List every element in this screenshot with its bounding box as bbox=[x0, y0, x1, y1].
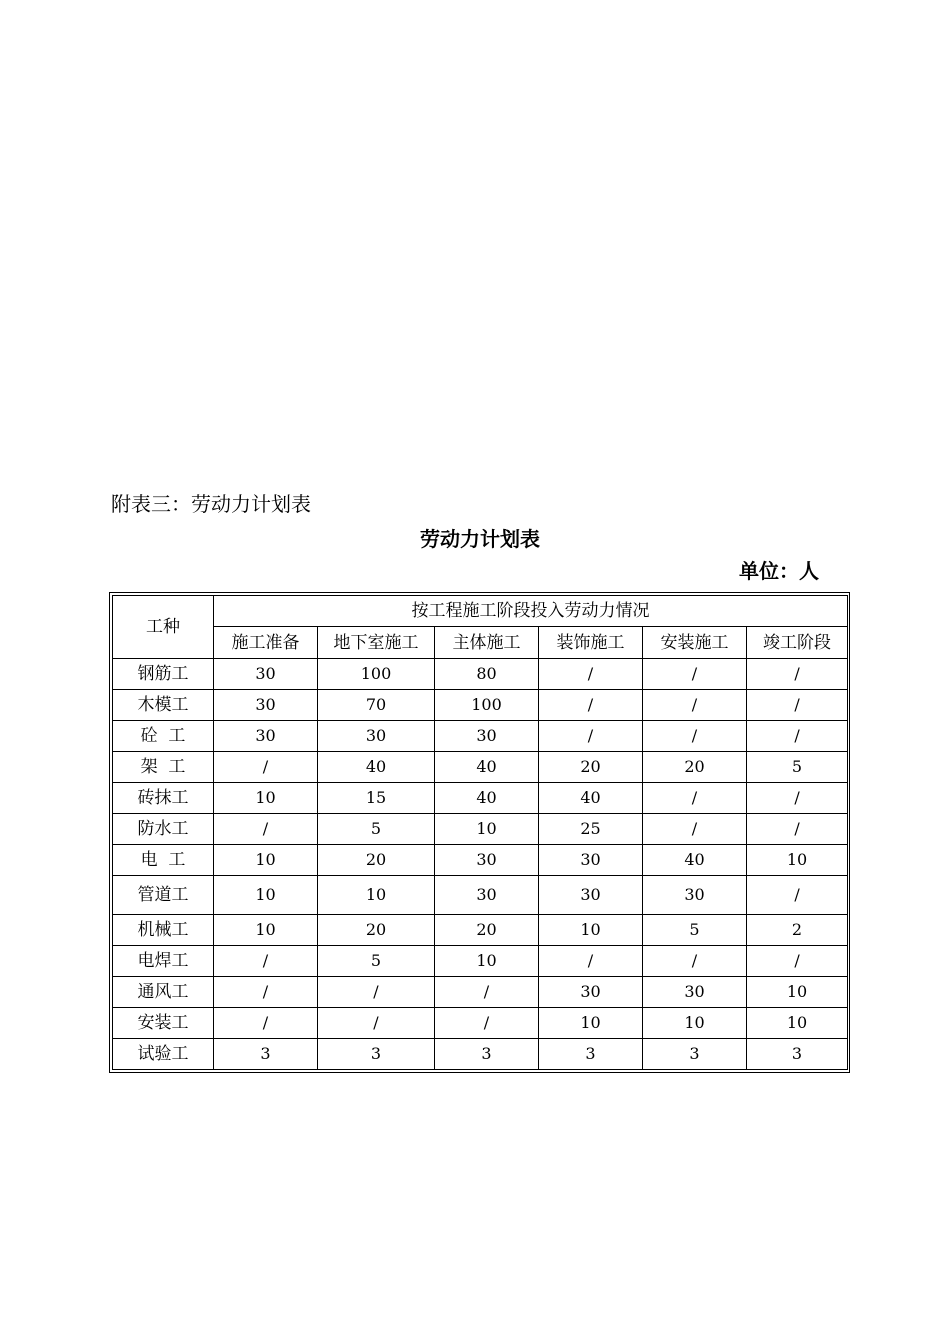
table-row bbox=[113, 690, 848, 721]
value-cell: 3 bbox=[643, 1039, 747, 1070]
worker-type-cell: 钢筋工 bbox=[113, 659, 214, 690]
worker-type-cell: 通风工 bbox=[113, 977, 214, 1008]
value-cell: 30 bbox=[318, 721, 435, 752]
worker-type-cell: 砼 工 bbox=[113, 721, 214, 752]
worker-type-cell: 电焊工 bbox=[113, 946, 214, 977]
appendix-label: 附表三：劳动力计划表 bbox=[111, 492, 311, 516]
labor-plan-table bbox=[112, 595, 848, 1070]
phase-header: 竣工阶段 bbox=[747, 627, 848, 659]
value-cell: 30 bbox=[214, 659, 318, 690]
value-cell: 40 bbox=[435, 752, 539, 783]
phase-header: 主体施工 bbox=[435, 627, 539, 659]
table-title: 劳动力计划表 bbox=[420, 527, 540, 551]
value-cell: / bbox=[318, 1008, 435, 1039]
value-cell: / bbox=[539, 721, 643, 752]
worker-type-cell: 安装工 bbox=[113, 1008, 214, 1039]
table-row bbox=[113, 876, 848, 915]
value-cell: 10 bbox=[643, 1008, 747, 1039]
value-cell: / bbox=[214, 946, 318, 977]
value-cell: 40 bbox=[318, 752, 435, 783]
value-cell: / bbox=[747, 876, 848, 915]
value-cell: 30 bbox=[643, 876, 747, 915]
value-cell: 3 bbox=[747, 1039, 848, 1070]
value-cell: 30 bbox=[435, 876, 539, 915]
labor-plan-table-frame bbox=[109, 592, 850, 1073]
worker-type-cell: 试验工 bbox=[113, 1039, 214, 1070]
value-cell: 5 bbox=[643, 915, 747, 946]
value-cell: 5 bbox=[318, 814, 435, 845]
worker-type-cell: 电 工 bbox=[113, 845, 214, 876]
value-cell: / bbox=[539, 690, 643, 721]
value-cell: 5 bbox=[318, 946, 435, 977]
value-cell: / bbox=[643, 721, 747, 752]
worker-type-cell: 管道工 bbox=[113, 876, 214, 915]
value-cell: 40 bbox=[435, 783, 539, 814]
table-row bbox=[113, 915, 848, 946]
value-cell: 20 bbox=[539, 752, 643, 783]
type-header: 工种 bbox=[113, 596, 214, 659]
value-cell: 80 bbox=[435, 659, 539, 690]
worker-type-cell: 机械工 bbox=[113, 915, 214, 946]
value-cell: 15 bbox=[318, 783, 435, 814]
table-row bbox=[113, 845, 848, 876]
unit-label: 单位：人 bbox=[739, 559, 819, 583]
value-cell: 10 bbox=[214, 845, 318, 876]
value-cell: 25 bbox=[539, 814, 643, 845]
value-cell: 30 bbox=[214, 690, 318, 721]
value-cell: / bbox=[214, 1008, 318, 1039]
value-cell: 3 bbox=[435, 1039, 539, 1070]
value-cell: 20 bbox=[318, 915, 435, 946]
value-cell: / bbox=[435, 1008, 539, 1039]
value-cell: / bbox=[214, 977, 318, 1008]
value-cell: / bbox=[747, 946, 848, 977]
worker-type-cell: 木模工 bbox=[113, 690, 214, 721]
table-row bbox=[113, 659, 848, 690]
phase-header: 安装施工 bbox=[643, 627, 747, 659]
value-cell: 30 bbox=[643, 977, 747, 1008]
table-row bbox=[113, 783, 848, 814]
value-cell: 70 bbox=[318, 690, 435, 721]
value-cell: 10 bbox=[747, 977, 848, 1008]
table-row bbox=[113, 977, 848, 1008]
value-cell: / bbox=[747, 659, 848, 690]
value-cell: 30 bbox=[435, 721, 539, 752]
worker-type-cell: 架 工 bbox=[113, 752, 214, 783]
worker-type-cell: 砖抹工 bbox=[113, 783, 214, 814]
value-cell: 10 bbox=[435, 946, 539, 977]
value-cell: 10 bbox=[747, 845, 848, 876]
group-header: 按工程施工阶段投入劳动力情况 bbox=[214, 596, 848, 627]
table-row bbox=[113, 814, 848, 845]
value-cell: 30 bbox=[539, 876, 643, 915]
value-cell: 20 bbox=[435, 915, 539, 946]
value-cell: 10 bbox=[747, 1008, 848, 1039]
value-cell: 100 bbox=[318, 659, 435, 690]
value-cell: 3 bbox=[318, 1039, 435, 1070]
value-cell: / bbox=[643, 814, 747, 845]
value-cell: / bbox=[435, 977, 539, 1008]
table-row bbox=[113, 1008, 848, 1039]
value-cell: / bbox=[643, 783, 747, 814]
value-cell: / bbox=[747, 690, 848, 721]
phase-header: 施工准备 bbox=[214, 627, 318, 659]
value-cell: / bbox=[643, 946, 747, 977]
value-cell: / bbox=[747, 721, 848, 752]
value-cell: / bbox=[643, 659, 747, 690]
value-cell: 2 bbox=[747, 915, 848, 946]
value-cell: 3 bbox=[214, 1039, 318, 1070]
phase-header: 地下室施工 bbox=[318, 627, 435, 659]
value-cell: 30 bbox=[539, 845, 643, 876]
value-cell: 10 bbox=[214, 915, 318, 946]
value-cell: 10 bbox=[318, 876, 435, 915]
value-cell: 10 bbox=[214, 783, 318, 814]
value-cell: / bbox=[539, 946, 643, 977]
value-cell: 30 bbox=[435, 845, 539, 876]
header-row-top bbox=[113, 596, 848, 627]
value-cell: 3 bbox=[539, 1039, 643, 1070]
table-row bbox=[113, 1039, 848, 1070]
table-row bbox=[113, 721, 848, 752]
labor-table-body bbox=[113, 596, 848, 1070]
value-cell: 30 bbox=[214, 721, 318, 752]
table-row bbox=[113, 752, 848, 783]
value-cell: 10 bbox=[435, 814, 539, 845]
value-cell: / bbox=[214, 814, 318, 845]
value-cell: / bbox=[747, 783, 848, 814]
value-cell: / bbox=[318, 977, 435, 1008]
value-cell: 30 bbox=[539, 977, 643, 1008]
value-cell: 20 bbox=[318, 845, 435, 876]
value-cell: / bbox=[747, 814, 848, 845]
table-row bbox=[113, 946, 848, 977]
value-cell: 10 bbox=[214, 876, 318, 915]
value-cell: / bbox=[643, 690, 747, 721]
value-cell: 40 bbox=[643, 845, 747, 876]
value-cell: 10 bbox=[539, 915, 643, 946]
worker-type-cell: 防水工 bbox=[113, 814, 214, 845]
value-cell: 20 bbox=[643, 752, 747, 783]
value-cell: 40 bbox=[539, 783, 643, 814]
value-cell: / bbox=[214, 752, 318, 783]
phase-header: 装饰施工 bbox=[539, 627, 643, 659]
header-row-phases bbox=[113, 627, 848, 659]
value-cell: 10 bbox=[539, 1008, 643, 1039]
value-cell: 5 bbox=[747, 752, 848, 783]
value-cell: 100 bbox=[435, 690, 539, 721]
value-cell: / bbox=[539, 659, 643, 690]
